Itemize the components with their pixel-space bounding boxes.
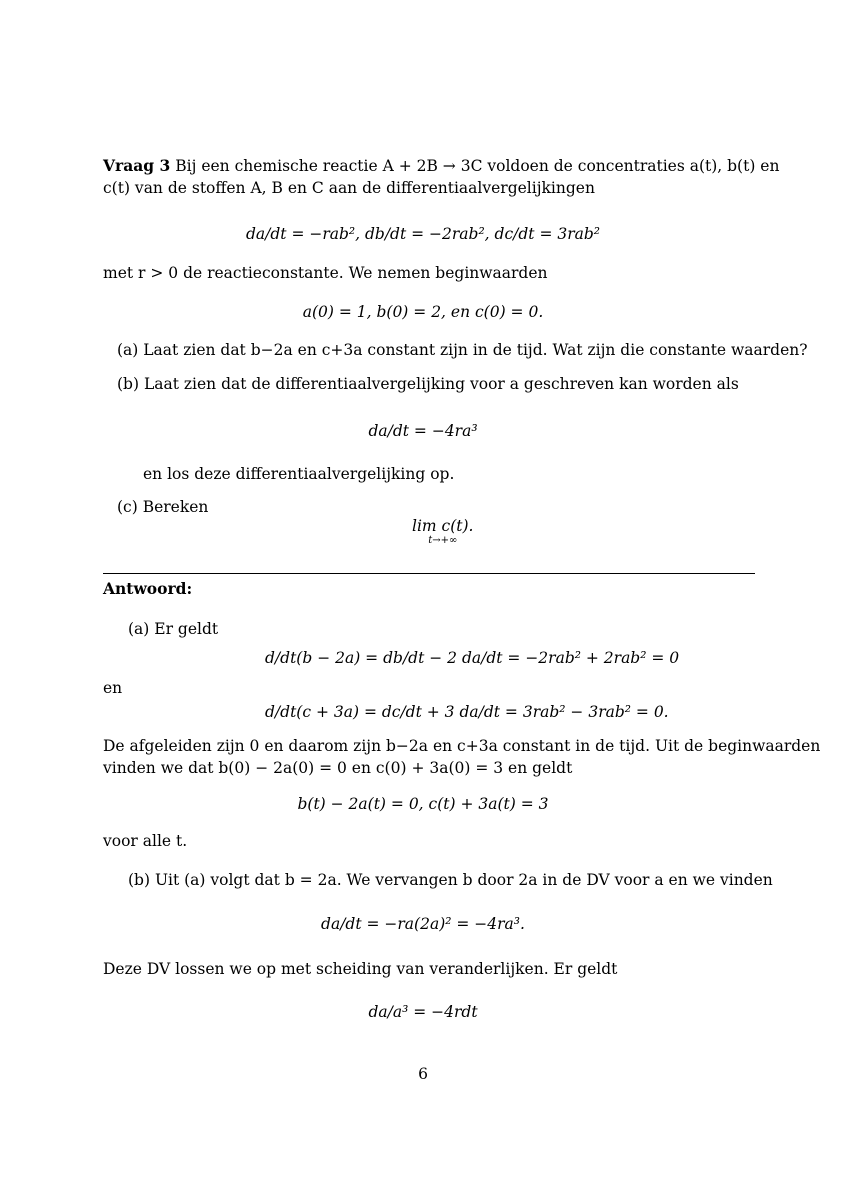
part-c-equation [412, 518, 473, 546]
answer-b-eq2: da/a³ = −4rdt [368, 1003, 478, 1021]
part-b-cont: en los deze differentiaalvergelijking op. [143, 465, 455, 483]
answer-a-text-3: voor alle t. [103, 832, 188, 850]
limit-expression: lim c(t). [412, 517, 474, 535]
de-system: da/dt = −rab², db/dt = −2rab², dc/dt = 3rab² [245, 225, 601, 243]
answer-a-intro: (a) Er geldt [128, 620, 219, 638]
after-system: met r > 0 de reactieconstante. We nemen beginwaarden [103, 264, 548, 282]
answer-b-intro: (b) Uit (a) volgt dat b = 2a. We vervangen b door 2a in de DV voor a en we vinden [128, 871, 773, 889]
answer-heading: Antwoord: [103, 579, 193, 598]
part-b-equation: da/dt = −4ra³ [368, 422, 478, 440]
limit-subscript: t→+∞ [428, 535, 458, 547]
question-label: Vraag 3 [103, 156, 171, 175]
answer-a-text-2: vinden we dat b(0) − 2a(0) = 0 en c(0) + 3a(0) = 3 en geldt [103, 759, 573, 777]
answer-a-eq2: d/dt(c + 3a) = dc/dt + 3 da/dt = 3rab² − 3rab² = 0. [265, 703, 669, 721]
part-a: (a) Laat zien dat b−2a en c+3a constant zijn in de tijd. Wat zijn die constante waarden? [117, 341, 808, 359]
answer-a-en: en [103, 679, 123, 697]
answer-b-eq1: da/dt = −ra(2a)² = −4ra³. [321, 915, 525, 933]
question-intro-2: c(t) van de stoffen A, B en C aan de differentiaalvergelijkingen [103, 179, 595, 197]
part-b: (b) Laat zien dat de differentiaalvergelijking voor a geschreven kan worden als [117, 375, 739, 393]
answer-a-eq3: b(t) − 2a(t) = 0, c(t) + 3a(t) = 3 [297, 795, 549, 813]
answer-a-text-1: De afgeleiden zijn 0 en daarom zijn b−2a en c+3a constant in de tijd. Uit de beginwaarden [103, 737, 821, 755]
section-divider [103, 573, 755, 574]
page-number: 6 [418, 1065, 428, 1083]
question-intro-1: Bij een chemische reactie A + 2B → 3C voldoen de concentraties a(t), b(t) en [175, 157, 780, 175]
answer-a-eq1: d/dt(b − 2a) = db/dt − 2 da/dt = −2rab² + 2rab² = 0 [265, 649, 680, 667]
initial-values: a(0) = 1, b(0) = 2, en c(0) = 0. [302, 303, 544, 321]
part-c: (c) Bereken [117, 498, 209, 516]
answer-b-text: Deze DV lossen we op met scheiding van veranderlijken. Er geldt [103, 960, 618, 978]
question-line-1 [103, 157, 779, 176]
